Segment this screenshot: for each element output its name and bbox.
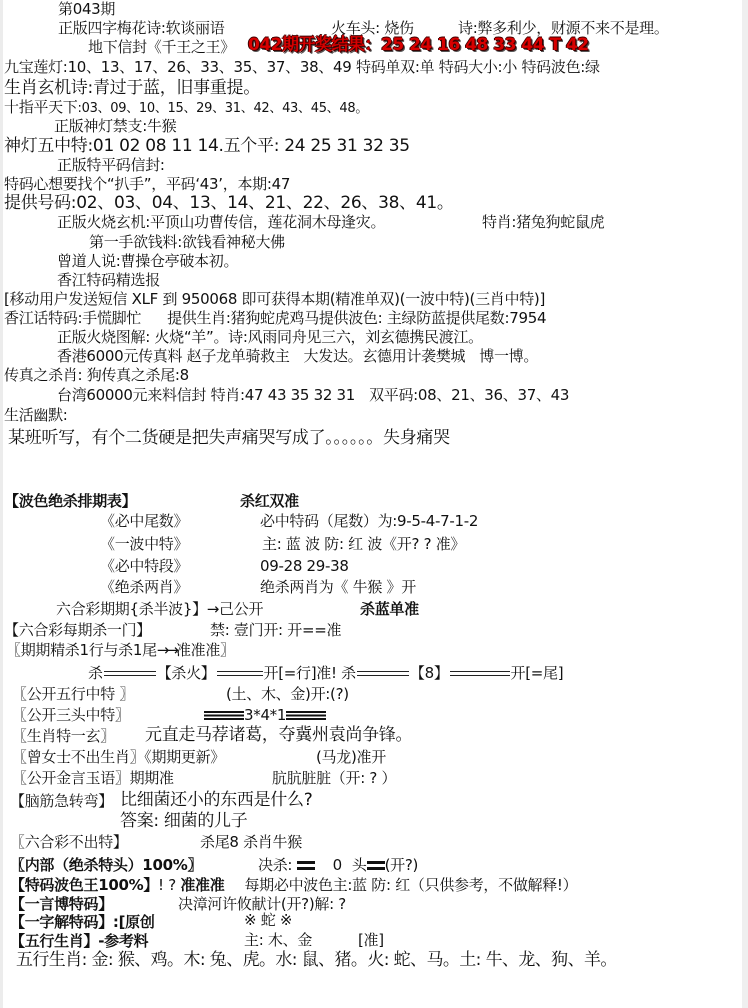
- wave-king-accurate: 准准准: [180, 876, 225, 894]
- te-ping-envelope: 正版特平码信封:: [57, 156, 165, 174]
- one-word-label: 【一言博特码】: [10, 895, 113, 913]
- row-tail-label: 〖期期精杀1行与杀1尾: [6, 641, 157, 659]
- poem4-line: [58, 19, 224, 37]
- xiangjiang-title: 香江特码精选报: [57, 271, 160, 289]
- golden-value: 肮肮脏脏（开: ? ）: [272, 769, 397, 787]
- internal-open: (开?): [384, 856, 419, 874]
- row-label: 《绝杀两肖》: [100, 578, 189, 596]
- row-tail-line: [6, 641, 235, 659]
- double-bar-icon: [217, 671, 263, 676]
- wave-king-line: [10, 876, 577, 894]
- size-value: 小: [502, 58, 518, 76]
- row-label: 《必中尾数》: [100, 512, 189, 530]
- row-value: 09-28 29-38: [260, 557, 349, 575]
- table-title: 【波色绝杀排期表】: [4, 492, 137, 510]
- kill-second: 杀: [341, 664, 356, 682]
- provide-numbers: 提供号码:02、03、04、13、14、21、22、26、38、41。: [4, 193, 454, 213]
- shizhi-label: 十指平天下: [4, 98, 78, 116]
- zodiac-poem-value: 青过于蓝，旧事重提。: [92, 78, 260, 98]
- open-row: 开[=行]准!: [263, 664, 337, 682]
- fire-diagram: 正版火烧图解: 火烧“羊”。诗:风雨同舟见三六，刘玄德携民渡江。: [57, 328, 483, 346]
- kill-chain: [88, 664, 563, 682]
- underground-envelope: 地下信封《千王之王》: [88, 38, 236, 56]
- row-label: 《一波中特》: [100, 535, 189, 553]
- wuxing-value: (土、木、金)开:(?): [226, 685, 349, 703]
- double-bar-icon: [450, 671, 510, 676]
- five-elem-list: 五行生肖: 金: 猴、鸡。木: 兔、虎。水: 鼠、猪。火: 蛇、马。土: 牛、龙、狗、羊。: [16, 950, 617, 970]
- size-label: 特码大小:: [438, 58, 503, 76]
- zodiac-poem-label: 生肖玄机诗:: [4, 78, 93, 98]
- zodiac-one-value: 元直走马荐诸葛，夺冀州袁尚争锋。: [145, 725, 413, 745]
- row-value: 主: 蓝 波 防: 红 波《开? ? 准》: [262, 535, 466, 553]
- zeng-daoren: 曾道人说:曹操仓亭破本初。: [57, 252, 239, 270]
- tw-fax-line: [57, 386, 569, 404]
- santou-value: 3*4*1: [244, 706, 287, 724]
- double-bar-icon: [104, 671, 156, 676]
- internal-kill: 决杀:: [258, 856, 293, 874]
- poem4-value: 软谈丽语: [165, 19, 225, 37]
- result-label: 042期开奖结果：: [248, 35, 381, 55]
- golden-label: 〖公开金言玉语〗期期准: [12, 769, 174, 787]
- internal-line: [258, 856, 418, 874]
- jiubao-label: 九宝莲灯:: [4, 58, 68, 76]
- half-wave-label: 六合彩期期{杀半波}】→己公开: [56, 600, 264, 618]
- jiubao-value: 10、13、17、26、33、35、37、38、49: [67, 58, 352, 76]
- ms-zeng-value: (马龙)准开: [316, 748, 386, 766]
- fire-mystery: 正版火烧玄机:平顶山功曹传信，莲花洞木母逢灾。: [57, 213, 386, 231]
- triple-bar-icon: [204, 711, 244, 720]
- santou-line: [204, 706, 326, 724]
- riddle-question: 比细菌还小的东西是什么?: [120, 790, 313, 810]
- hk-fax-2: 大发达。玄德用计袭樊城: [303, 347, 466, 365]
- table-title-value: 杀红双准: [240, 492, 299, 510]
- train-label: 火车头:: [331, 19, 380, 37]
- xiangjiang-words: 香江话特码:手慌脚忙: [4, 309, 142, 327]
- provide-tail: 提供尾数:7954: [445, 309, 547, 327]
- riddle-label: 【脑筋急转弯】: [10, 792, 113, 810]
- odd-even-value: 单: [419, 58, 435, 76]
- hk-fax-line: [57, 347, 538, 365]
- triple-bar-icon: [286, 711, 326, 720]
- double-ping: 双平码:08、21、36、37、43: [369, 386, 570, 404]
- kill-start: 杀: [88, 664, 103, 682]
- santou-label: 〖公开三头中特〗: [12, 706, 130, 724]
- humor-label: 生活幽默:: [4, 406, 68, 424]
- left-margin: [0, 0, 3, 1008]
- hk-fax-3: 博一博。: [479, 347, 539, 365]
- one-word-value: 决漳河许攸献计(开?)解: ?: [178, 895, 346, 913]
- half-wave-value: 杀蓝单准: [360, 600, 419, 618]
- arrow-icon: →→: [156, 641, 176, 659]
- internal-head: 头: [351, 856, 367, 874]
- poem4-label: 正版四字梅花诗:: [58, 19, 166, 37]
- first-hand: 第一手欲钱料:欲钱看神秘大佛: [89, 233, 285, 251]
- row-value: 绝杀两肖为《 牛猴 》开: [260, 578, 416, 596]
- issue-number: 第043期: [58, 0, 116, 18]
- sms-notice: [移动用户发送短信 XLF 到 950068 即可获得本期(精准单双)(一波中特)(三肖中特)]: [4, 290, 546, 308]
- wave-king-value: 每期必中波色主:蓝 防: 红（只供参考，不做解释!）: [244, 876, 578, 894]
- one-char-label: 【一字解特码】:[原创: [10, 913, 155, 931]
- jiubao-line: [4, 58, 600, 76]
- ms-zeng-label: 〖曾女士不出生肖〗《期期更新》: [12, 748, 226, 766]
- row-label: 《必中特段》: [100, 557, 189, 575]
- humor-text: 某班听写，有个二货硬是把失声痛哭写成了。。。。。。失身痛哭: [8, 428, 450, 448]
- shizhi-value: :03、09、10、15、29、31、42、43、45、48。: [77, 101, 369, 116]
- hk-fax: 香港6000元传真料 赵子龙单骑救主: [57, 347, 290, 365]
- not-out-label: 〖六合彩不出特】: [10, 833, 128, 851]
- kill-fire: 【杀火】: [156, 664, 216, 682]
- row-tail-value: 准准准〗: [175, 641, 235, 659]
- color-value: 绿: [585, 58, 600, 76]
- door-value: 禁: 壹门开: 开==准: [210, 621, 342, 639]
- door-label: 【六合彩每期杀一门】: [4, 621, 152, 639]
- xiangjiang-words-line: [4, 309, 546, 327]
- shizhi-line: [4, 98, 368, 118]
- row-value: 必中特码（尾数）为:9-5-4-7-1-2: [260, 512, 479, 530]
- color-label: 特码波色:: [521, 58, 586, 76]
- double-bar-icon: [357, 671, 409, 676]
- zodiac-poem: [4, 78, 260, 98]
- open-tail: 开[=尾]: [510, 664, 564, 682]
- triple-bar-icon: [367, 861, 385, 870]
- triple-bar-icon: [297, 861, 315, 870]
- odd-even-label: 特码单双:: [356, 58, 420, 76]
- five-elem-label: 【五行生肖】-参考料: [10, 932, 149, 950]
- wave-king-mark: ! ?: [158, 876, 176, 894]
- internal-label: 〖内部（绝杀特头）100%〗: [10, 856, 203, 874]
- poem-label: 诗:: [458, 19, 478, 37]
- poem-value: 弊多利少，财源不来不是理。: [477, 19, 669, 37]
- draw-result-banner: [248, 36, 589, 54]
- te-ma-heart: 特码心想要找个“扒手”，平码‘43’，本期:47: [4, 175, 291, 193]
- result-numbers: 25 24 16 48 33 44 T 42: [381, 35, 589, 55]
- internal-zero: 0: [332, 856, 342, 874]
- riddle-answer: 答案: 细菌的儿子: [120, 811, 248, 831]
- shendeng-five: 神灯五中特:01 02 08 11 14.五个平: 24 25 31 32 35: [4, 136, 410, 156]
- five-elem-value: 主: 木、金: [244, 931, 313, 949]
- scrollbar-track[interactable]: [742, 0, 748, 1008]
- wuxing-label: 〖公开五行中特 〗: [12, 685, 135, 703]
- wave-king-label: 【特码波色王100%】: [10, 876, 159, 894]
- fax-kill: 传真之杀肖: 狗传真之杀尾:8: [4, 366, 189, 384]
- provide-zodiac: 提供生肖:猪狗蛇虎鸡马: [167, 309, 319, 327]
- te-xiao: 特肖:猪兔狗蛇鼠虎: [482, 213, 605, 231]
- one-char-value: ※ 蛇 ※: [244, 911, 293, 929]
- not-out-value: 杀尾8 杀肖牛猴: [200, 833, 302, 851]
- shendeng-forbid: 正版神灯禁支:牛猴: [54, 117, 177, 135]
- zodiac-one-label: 〖生肖特一玄〗: [12, 727, 115, 745]
- train-value: 烧伤: [384, 19, 414, 37]
- kill-eight: 【8】: [409, 664, 449, 682]
- tw-fax: 台湾60000元来料信封 特肖:47 43 35 32 31: [57, 386, 356, 404]
- provide-color: 提供波色: 主绿防蓝: [318, 309, 446, 327]
- five-elem-accurate: [准]: [358, 931, 384, 949]
